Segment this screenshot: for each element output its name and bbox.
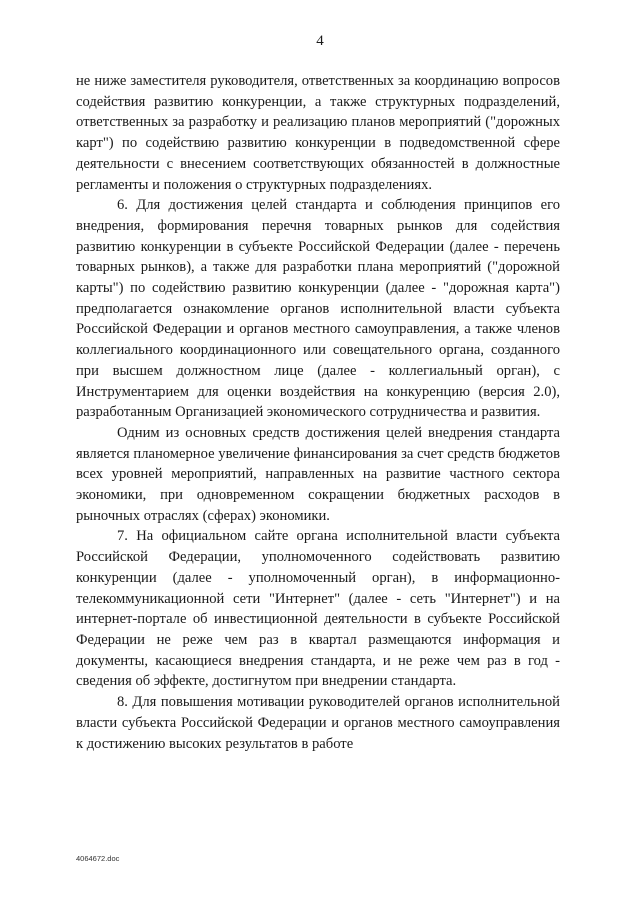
paragraph-item-8: 8. Для повышения мотивации руководителей органов исполнительной власти субъекта Российской Федерации и органов местного самоуправления к достижению высоких результатов в работе (76, 694, 560, 752)
document-body (76, 71, 560, 754)
paragraph-item-7: 7. На официальном сайте органа исполнительной власти субъекта Российской Федерации, уполномоченного содействовать развитию конкуренции (далее - уполномоченный орган), в информационно-телекоммуникационной сети "Интернет" (далее - сеть "Интернет") и на интернет-портале об инвестиционной деятельности в субъекте Российской Федерации не реже чем раз в квартал размещаются информация и документы, касающиеся внедрения стандарта, и не реже чем раз в год - сведения об эффекте, достигнутом при внедрении стандарта. (76, 528, 560, 690)
paragraph-funding: Одним из основных средств достижения целей внедрения стандарта является планомерное увеличение финансирования за счет средств бюджетов всех уровней мероприятий, направленных на развитие частного сектора экономики, при одновременном сокращении бюджетных расходов в рыночных отраслях (сферах) экономики. (76, 424, 560, 524)
paragraph-item-6: 6. Для достижения целей стандарта и соблюдения принципов его внедрения, формирования перечня товарных рынков для содействия развитию конкуренции в субъекте Российской Федерации (далее - перечень товарных рынков), а также для разработки плана мероприятий ("дорожной карты") по содействию развитию конкуренции (далее - "дорожная карта") предполагается ознакомление органов исполнительной власти субъекта Российской Федерации и органов местного самоуправления, а также членов коллегиального координационного или совещательного органа, созданного при высшем должностном лице (далее - коллегиальный орган), с Инструментарием для оценки воздействия на конкуренцию (версия 2.0), разработанным Организацией экономического сотрудничества и развития. (76, 197, 560, 421)
page-number: 4 (316, 33, 324, 49)
footer-filename: 4064672.doc (76, 854, 120, 863)
paragraph-continuation: не ниже заместителя руководителя, ответственных за координацию вопросов содействия развитию конкуренции, а также структурных подразделений, ответственных за разработку и реализацию планов мероприятий ("дорожных карт") по содействию развитию конкуренции в подведомственной сфере деятельности с внесением соответствующих обязанностей в должностные регламенты и положения о структурных подразделениях. (76, 73, 560, 193)
